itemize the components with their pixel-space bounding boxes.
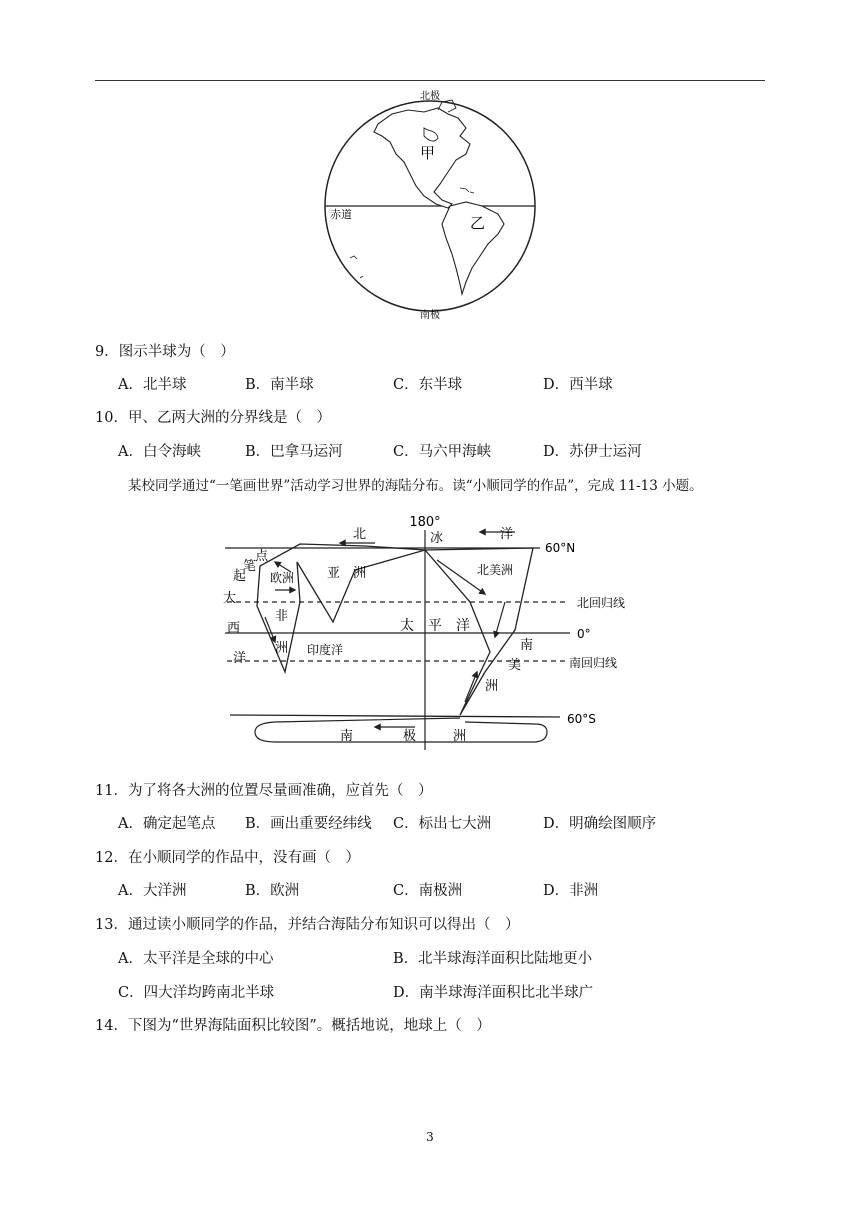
- sketch-label: 冰: [430, 531, 444, 546]
- q11-option-b[interactable]: B．画出重要经纬线: [245, 816, 372, 832]
- sketch-label: 起: [233, 569, 247, 584]
- q9-option-c[interactable]: C．东半球: [393, 377, 463, 393]
- sketch-label: 太 平 洋: [400, 618, 470, 634]
- sketch-label: 北: [353, 527, 367, 542]
- sketch-label: 西: [227, 621, 241, 636]
- sketch-label: 0°: [577, 627, 591, 641]
- sketch-label: 北回归线: [577, 596, 626, 610]
- sketch-label: 北美洲: [477, 563, 514, 577]
- q12-option-d[interactable]: D．非洲: [543, 883, 599, 899]
- q11-option-c[interactable]: C．标出七大洲: [393, 816, 492, 832]
- sketch-label: 洲: [485, 679, 499, 694]
- sketch-label: 洋: [500, 527, 514, 542]
- sketch-label: 美: [508, 658, 522, 673]
- sketch-label: 南: [520, 638, 534, 653]
- western-hemisphere-globe: [320, 88, 540, 320]
- page-number: 3: [426, 1130, 434, 1144]
- q10-option-d[interactable]: D．苏伊士运河: [543, 444, 642, 460]
- question-9-stem: 9．图示半球为（ ）: [95, 344, 235, 360]
- sketch-label: 洋: [233, 651, 247, 666]
- south-pole-label: 南极: [420, 310, 440, 320]
- sketch-label: 笔: [243, 559, 257, 574]
- sketch-label: 点: [255, 549, 269, 564]
- q9-option-d[interactable]: D．西半球: [543, 377, 613, 393]
- passage-intro: 某校同学通过“一笔画世界”活动学习世界的海陆分布。读“小顺同学的作品”，完成 11-13 小题。: [128, 478, 703, 494]
- sketch-label: 印度洋: [307, 643, 344, 657]
- equator-label: 赤道: [330, 208, 352, 221]
- continent-b-label: 乙: [470, 214, 486, 232]
- q10-option-a[interactable]: A．白令海峡: [118, 444, 201, 460]
- sketch-label: 180°: [409, 515, 441, 530]
- q9-option-a[interactable]: A．北半球: [118, 377, 187, 393]
- q10-option-b[interactable]: B．巴拿马运河: [245, 444, 343, 460]
- q13-option-b[interactable]: B．北半球海洋面积比陆地更小: [393, 951, 593, 967]
- q12-option-a[interactable]: A．大洋洲: [118, 883, 187, 899]
- question-12-stem: 12．在小顺同学的作品中，没有画（ ）: [95, 850, 360, 866]
- sketch-label: 60°N: [545, 541, 576, 555]
- sketch-label: 南: [340, 729, 354, 744]
- q12-option-b[interactable]: B．欧洲: [245, 883, 300, 899]
- sketch-label: 洲: [453, 729, 467, 744]
- header-rule: [95, 80, 765, 81]
- question-14-stem: 14．下图为“世界海陆面积比较图”。概括地说，地球上（ ）: [95, 1018, 491, 1034]
- q11-option-a[interactable]: A．确定起笔点: [118, 816, 216, 832]
- question-10-stem: 10．甲、乙两大洲的分界线是（ ）: [95, 410, 331, 426]
- continent-a-label: 甲: [420, 144, 436, 162]
- question-11-stem: 11．为了将各大洲的位置尽量画准确，应首先（ ）: [95, 783, 433, 799]
- sketch-label: 洲: [275, 641, 289, 656]
- q11-option-d[interactable]: D．明确绘图顺序: [543, 816, 657, 832]
- q12-option-c[interactable]: C．南极洲: [393, 883, 463, 899]
- north-pole-label: 北极: [420, 91, 440, 102]
- sketch-label: 亚 洲: [327, 566, 367, 581]
- q13-option-c[interactable]: C．四大洋均跨南北半球: [118, 985, 275, 1001]
- q13-option-a[interactable]: A．太平洋是全球的中心: [118, 951, 274, 967]
- sketch-label: 非: [275, 609, 289, 624]
- q10-option-c[interactable]: C．马六甲海峡: [393, 444, 492, 460]
- question-13-stem: 13．通过读小顺同学的作品，并结合海陆分布知识可以得出（ ）: [95, 917, 520, 933]
- sketch-label: 极: [403, 729, 417, 744]
- sketch-label: 60°S: [567, 712, 596, 726]
- q9-option-b[interactable]: B．南半球: [245, 377, 314, 393]
- sketch-label: 大: [223, 591, 237, 606]
- one-stroke-world-sketch: [215, 512, 645, 752]
- sketch-label: 欧洲: [270, 571, 295, 585]
- q13-option-d[interactable]: D．南半球海洋面积比北半球广: [393, 985, 594, 1001]
- sketch-label: 南回归线: [569, 656, 618, 670]
